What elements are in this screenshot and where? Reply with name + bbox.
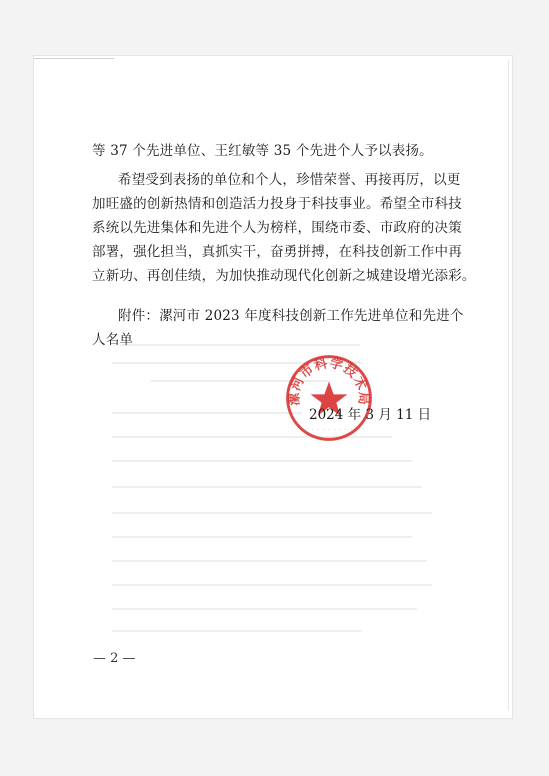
seal-text: 漯河市科学技术局: [287, 356, 371, 406]
document-date: 2024 年 3 月 11 日: [309, 407, 432, 423]
body-text-line: 希望受到表扬的单位和个人，珍惜荣誉、再接再厉，以更: [118, 172, 461, 188]
page-edge: [508, 60, 509, 710]
page-number: — 2 —: [93, 651, 136, 666]
body-text-line: 部署，强化担当，真抓实干，奋勇拼搏，在科技创新工作中再: [92, 244, 462, 260]
body-text-line: 系统以先进集体和先进个人为榜样，围绕市委、市政府的决策: [92, 220, 462, 236]
attachment-line: 附件：漯河市 2023 年度科技创新工作先进单位和先进个: [118, 308, 464, 324]
page-top-rule: [34, 58, 114, 59]
svg-text:· · · · · · · · ·: · · · · · · · · ·: [305, 428, 353, 434]
body-text-line: 加旺盛的创新热情和创造活力投身于科技事业。希望全市科技: [92, 196, 462, 212]
body-text-line: 立新功、再创佳绩，为加快推动现代化创新之城建设增光添彩。: [92, 268, 476, 284]
attachment-line: 人名单: [92, 332, 134, 348]
official-seal-stamp: [283, 352, 375, 444]
body-text-line: 等 37 个先进单位、王红敏等 35 个先进个人予以表扬。: [92, 143, 433, 159]
